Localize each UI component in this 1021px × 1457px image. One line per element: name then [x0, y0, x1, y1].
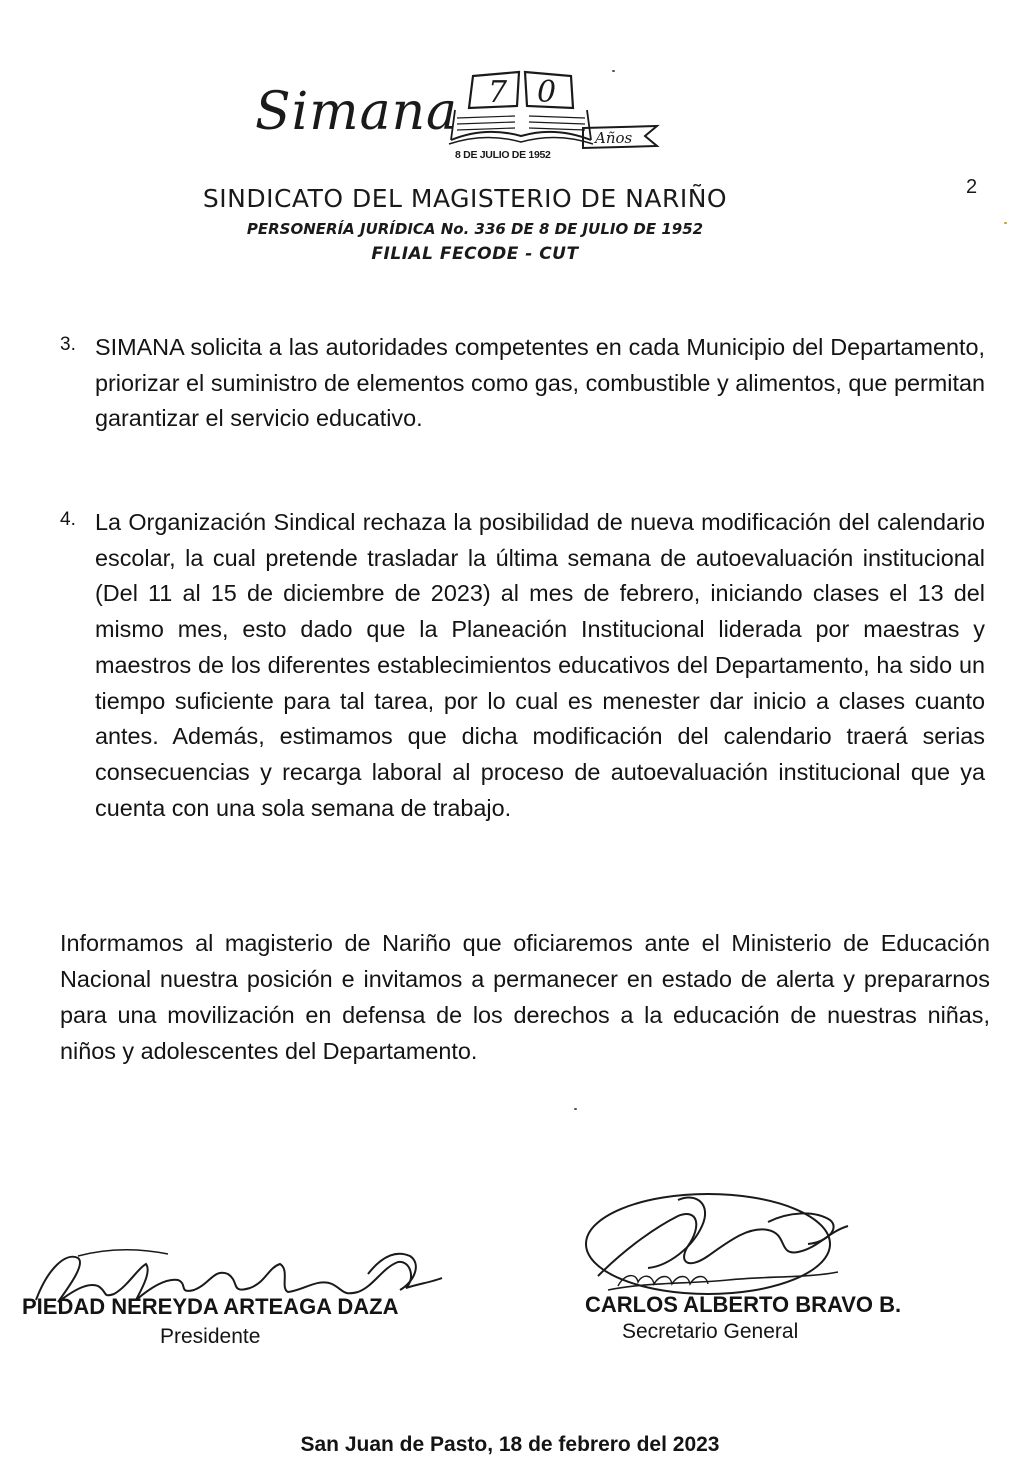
item-number: 4. — [60, 509, 76, 530]
logo-digit-2: 0 — [537, 75, 557, 110]
simana-logo — [250, 66, 670, 166]
scan-speck — [574, 1108, 577, 1110]
item-text: SIMANA solicita a las autoridades competentes en cada Municipio del Departamento, priorizar el suministro de elementos como gas, combustible y alimentos, que permitan garantizar el servicio educativo. — [95, 334, 985, 432]
signer-name: PIEDAD NEREYDA ARTEAGA DAZA — [22, 1294, 399, 1319]
item-text: La Organización Sindical rechaza la posibilidad de nueva modificación del calendario escolar, la cual pretende trasladar la última semana de autoevaluación institucional (Del 11 al 15 de diciembre de 2023) al mes de febrero, iniciando clases el 13 del mismo mes, esto dado que la Planeación Institucional liderada por maestras y maestros de los diferentes establecimientos educativos del Departamento, ha sido un tiempo suficiente para tal tarea, por lo cual es menester dar inicio a clases cuanto antes. Además, estimamos que dicha modificación del calendario traerá serias consecuencias y recarga laboral al proceso de autoevaluación institucional que ya cuenta con una sola semana de trabajo. — [95, 509, 985, 821]
affiliation-line: FILIAL FECODE - CUT — [371, 244, 579, 264]
scan-speck — [612, 70, 615, 72]
scan-speck — [1004, 222, 1007, 224]
open-book-icon — [445, 70, 665, 154]
closing-paragraph: Informamos al magisterio de Nariño que oficiaremos ante el Ministerio de Educación Nacional nuestra posición e invitamos a permanecer en estado de alerta y prepararnos para una movilización en defensa de los derechos a la educación de nuestras niñas, niños y adolescentes del Departamento. — [60, 930, 990, 1064]
logo-digit-1: 7 — [488, 75, 508, 110]
signer-role: Presidente — [160, 1325, 261, 1348]
list-item — [60, 505, 985, 826]
legal-registration: PERSONERÍA JURÍDICA No. 336 DE 8 DE JULIO DE 1952 — [246, 220, 704, 238]
organization-name: SINDICATO DEL MAGISTERIO DE NARIÑO — [202, 184, 728, 213]
logo-script-text: Simana — [255, 82, 459, 142]
signer-role: Secretario General — [622, 1320, 799, 1343]
logo-date: 8 DE JULIO DE 1952 — [455, 149, 551, 161]
logo-years-text: Años — [595, 129, 633, 147]
place-and-date: San Juan de Pasto, 18 de febrero del 2023 — [300, 1433, 720, 1456]
signer-name: CARLOS ALBERTO BRAVO B. — [585, 1292, 902, 1317]
list-item — [60, 330, 985, 437]
signature-carlos-bravo — [578, 1186, 878, 1306]
item-number: 3. — [60, 334, 76, 355]
page-number: 2 — [966, 176, 978, 198]
